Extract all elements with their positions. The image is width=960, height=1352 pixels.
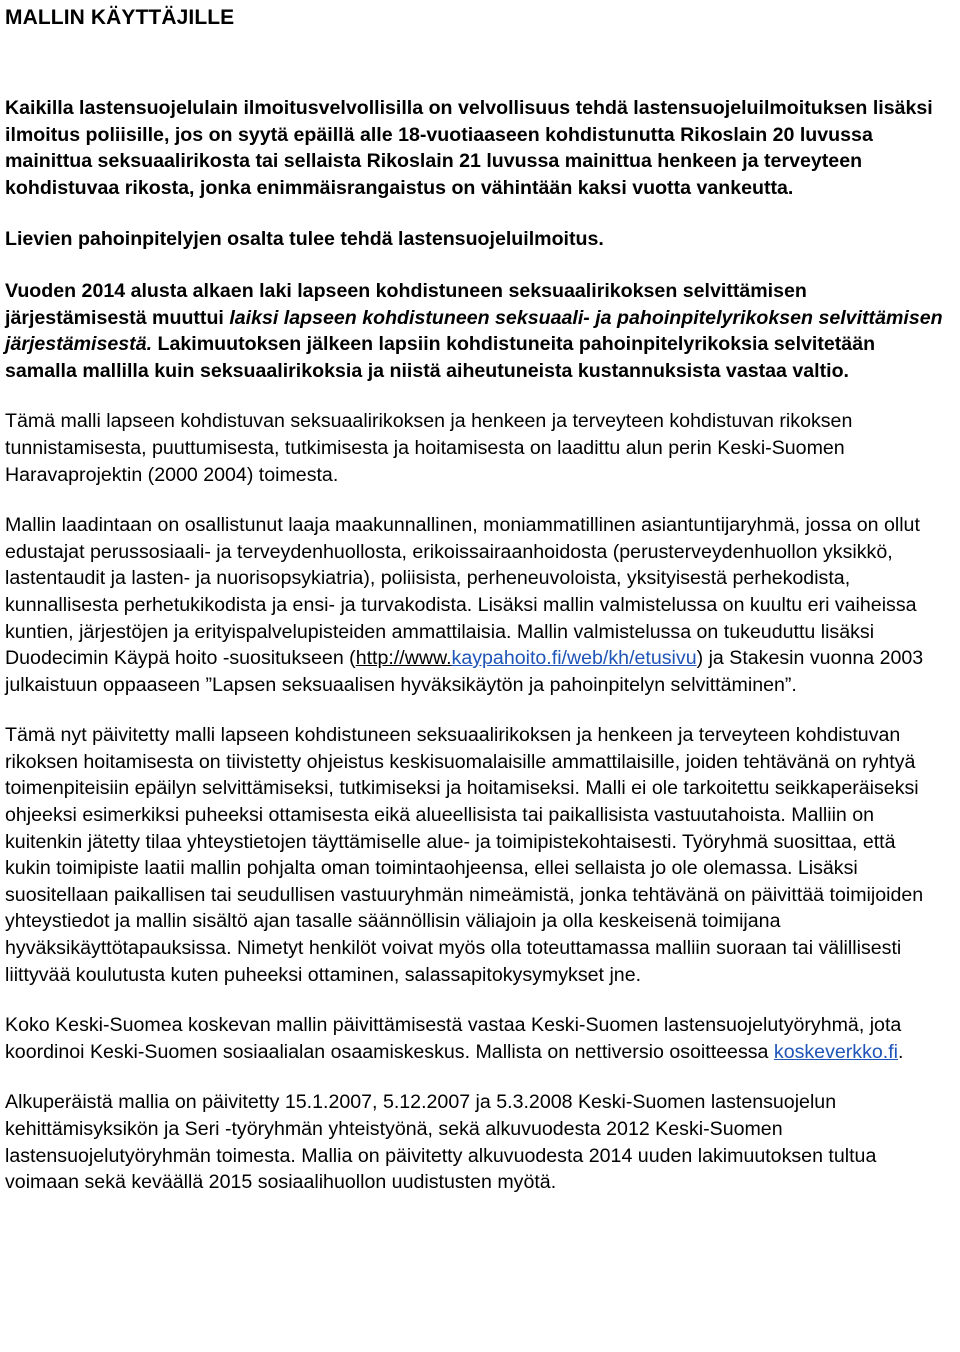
paragraph-maintenance <box>5 1012 946 1065</box>
paragraph-updated-model: Tämä nyt päivitetty malli lapseen kohdistuneen seksuaalirikoksen ja henkeen ja terveyteen kohdistuvan rikoksen hoitamisesta on tiivistetty ohjeistus keskisuomalaisille ammattilaisille, joiden tehtävänä on ryhtyä toimenpiteisiin epäilyn selvittämiseksi, tutkimiseksi ja hoitamiseksi. Malli ei ole tarkoitettu seikkaperäiseksi ohjeeksi esimerkiksi puheeksi ottamisesta eikä alueellisista tai paikallisista vastuutahoista. Malliin on kuitenkin jätetty tilaa yhteystietojen täyttämiselle alue- ja toimipistekohtaisesti. Työryhmä suosittaa, että kukin toimipiste laatii mallin pohjalta oman toimintaohjeensa, ellei sellaista jo ole olemassa. Lisäksi suositellaan paikallisen tai seudullisen vastuuryhmän nimeämistä, jonka tehtävänä on päivittää toimijoiden yhteystiedot ja mallin sisältö ajan tasalle säännöllisin väliajoin ja olla keskeisenä toimijana hyväksikäyttötapauksissa. Nimetyt henkilöt voivat myös olla toteuttamassa malliin suoraan tai välillisesti liittyvää koulutusta kuten puheeksi ottaminen, salassapitokysymykset jne. <box>5 724 924 986</box>
maintenance-text-1: Koko Keski-Suomea koskevan mallin päivittämisestä vastaa Keski-Suomen lastensuojelutyöryhmä, jota koordinoi Keski-Suomen sosiaalialan osaamiskeskus. Mallista on nettiversio osoitteessa <box>5 1014 902 1063</box>
paragraph-expert-group <box>5 512 946 698</box>
expert-group-text-1: Mallin laadintaan on osallistunut laaja maakunnallinen, moniammatillinen asiantuntijaryhmä, jossa on ollut edustajat perussosiaali- ja terveydenhuollosta, erikoissairaanhoidosta (perusterveydenhuollon yksikkö, lastentaudit ja lasten- ja nuorisopsykiatria), poliisista, perheneuvoloista, yksityisestä perhekodista, kunnallisesta perhetukikodista ja ensi- ja turvakodista. Lisäksi mallin valmistelussa on kuultu eri vaiheissa kuntien, järjestöjen ja erityispalvelupisteiden ammattilaisia. Mallin valmistelussa on tukeuduttu lisäksi Duodecimin Käypä hoito -suositukseen ( <box>5 514 920 670</box>
kaypahoito-link-prefix[interactable]: http://www. <box>355 647 452 670</box>
paragraph-minor-assaults: Lievien pahoinpitelyjen osalta tulee tehdä lastensuojeluilmoitus. <box>5 228 604 251</box>
maintenance-text-2: . <box>898 1040 904 1063</box>
law-change-text-2: Lakimuutoksen jälkeen lapsiin kohdistuneita pahoinpitelyrikoksia selvitetään samalla mallilla kuin seksuaalirikoksia ja niistä aiheutuneista kustannuksista vastaa valtio. <box>5 333 876 382</box>
expert-group-text-2: ) ja Stakesin vuonna 2003 julkaistuun oppaaseen ”Lapsen seksuaalisen hyväksikäytön ja pahoinpitelyn selvittäminen”. <box>5 647 924 696</box>
paragraph-update-history: Alkuperäistä mallia on päivitetty 15.1.2007, 5.12.2007 ja 5.3.2008 Keski-Suomen lastensuojelun kehittämisyksikön ja Seri -työryhmän yhteistyönä, sekä alkuvuodesta 2012 Keski-Suomen lastensuojelutyöryhmän toimesta. Mallia on päivitetty alkuvuodesta 2014 uuden lakimuutoksen tultua voimaan sekä keväällä 2015 sosiaalihuollon uudistusten myötä. <box>5 1091 877 1194</box>
law-change-text-1: Vuoden 2014 alusta alkaen laki lapseen kohdistuneen seksuaalirikoksen selvittämisen järjestämisestä muuttui <box>5 279 807 329</box>
page-title: MALLIN KÄYTTÄJILLE <box>5 6 235 29</box>
koskeverkko-link[interactable]: koskeverkko.fi <box>773 1040 899 1063</box>
paragraph-reporting-obligation: Kaikilla lastensuojelulain ilmoitusvelvollisilla on velvollisuus tehdä lastensuojeluilmoituksen lisäksi ilmoitus poliisille, jos on syytä epäillä alle 18-vuotiaaseen kohdistunutta Rikoslain 20 luvussa mainittua seksuaalirikosta tai sellaista Rikoslain 21 luvussa mainittua henkeen ja terveyteen kohdistuvaa rikosta, jonka enimmäisrangaistus on vähintään kaksi vuotta vankeutta. <box>5 97 933 199</box>
law-name-italic: laiksi lapseen kohdistuneen seksuaali- ja pahoinpitelyrikoksen selvittämisen järjestämisestä. <box>5 306 943 356</box>
kaypahoito-link[interactable]: kaypahoito.fi/web/kh/etusivu <box>451 647 697 670</box>
paragraph-model-origin: Tämä malli lapseen kohdistuvan seksuaalirikoksen ja henkeen ja terveyteen kohdistuvan rikoksen tunnistamisesta, puuttumisesta, tutkimisesta ja hoitamisesta on laadittu alun perin Keski-Suomen Haravaprojektin (2000 2004) toimesta. <box>5 410 853 486</box>
paragraph-law-change <box>5 278 946 384</box>
